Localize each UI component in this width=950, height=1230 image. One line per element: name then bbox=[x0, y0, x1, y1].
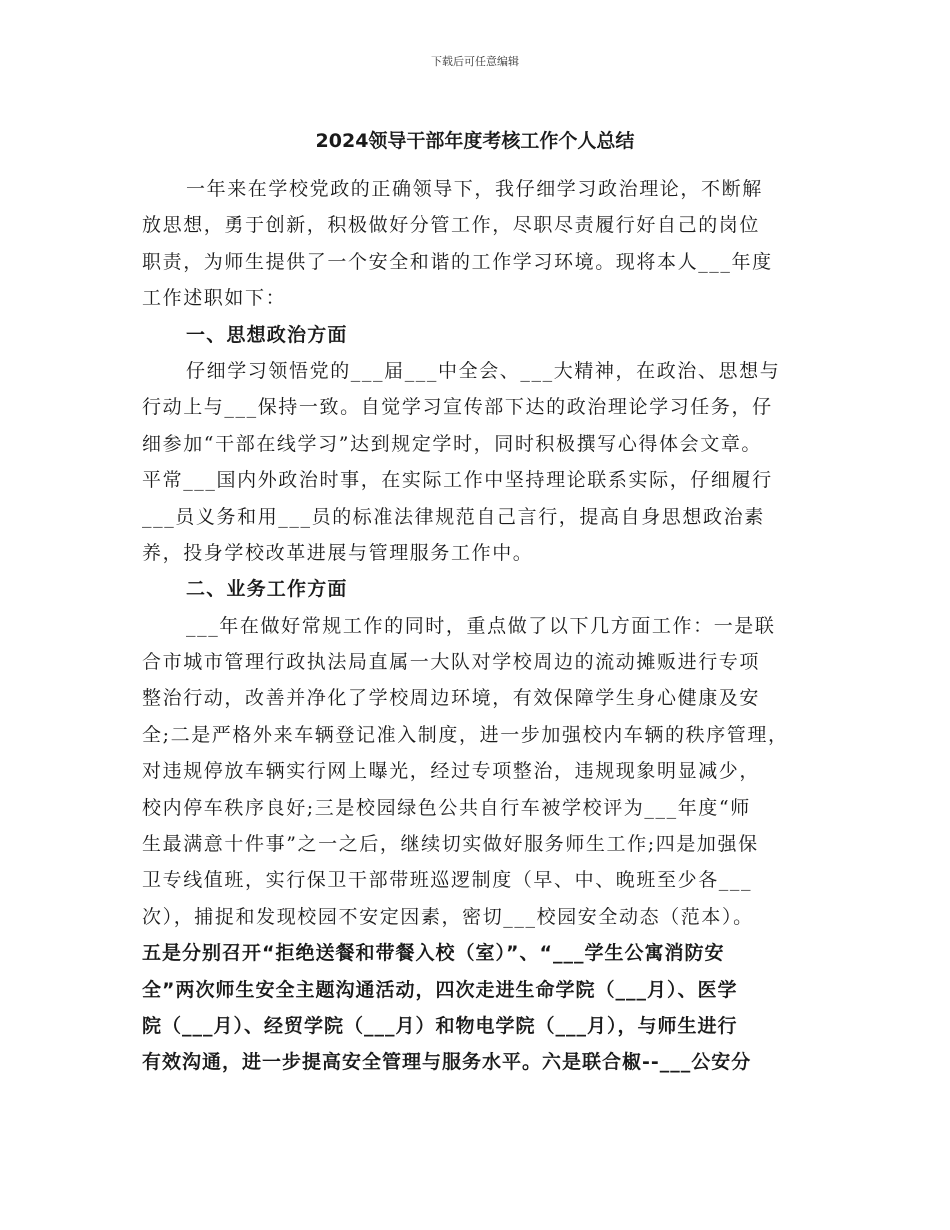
section-heading: 二、业务工作方面 bbox=[186, 578, 348, 601]
paragraph-line: 全;二是严格外来车辆登记准入制度，进一步加强校内车辆的秩序管理， bbox=[142, 723, 789, 746]
paragraph-line: ___员义务和用___员的标准法律规范自己言行，提高自身思想政治素 bbox=[142, 505, 765, 528]
paragraph-line: 平常___国内外政治时事，在实际工作中坚持理论联系实际，仔细履行 bbox=[142, 469, 773, 492]
paragraph-line: 仔细学习领悟党的___届___中全会、___大精神，在政治、思想与 bbox=[186, 359, 781, 382]
paragraph-line: 细参加“干部在线学习”达到规定学时，同时积极撰写心得体会文章。 bbox=[142, 432, 763, 455]
section-heading: 一、思想政治方面 bbox=[186, 323, 348, 346]
paragraph-line: 职责，为师生提供了一个安全和谐的工作学习环境。现将本人___年度 bbox=[142, 250, 773, 273]
document-title: 2024领导干部年度考核工作个人总结 bbox=[315, 130, 635, 152]
paragraph-line: ___年在做好常规工作的同时，重点做了以下几方面工作：一是联 bbox=[186, 614, 776, 637]
paragraph-line: 院（___月）、经贸学院（___月）和物电学院（___月），与师生进行 bbox=[142, 1014, 738, 1037]
paragraph-line: 有效沟通，进一步提高安全管理与服务水平。六是联合椒--___公安分 bbox=[142, 1051, 752, 1074]
paragraph-line: 校内停车秩序良好;三是校园绿色公共自行车被学校评为___年度“师 bbox=[142, 796, 751, 819]
paragraph-line: 行动上与___保持一致。自觉学习宣传部下达的政治理论学习任务，仔 bbox=[142, 396, 773, 419]
paragraph-line: 整治行动，改善并净化了学校周边环境，有效保障学生身心健康及安 bbox=[142, 687, 761, 710]
paragraph-line: 放思想，勇于创新，积极做好分管工作，尽职尽责履行好自己的岗位 bbox=[142, 214, 761, 237]
paragraph-line: 对违规停放车辆实行网上曝光，经过专项整治，违规现象明显减少， bbox=[142, 760, 761, 783]
paragraph-line: 合市城市管理行政执法局直属一大队对学校周边的流动摊贩进行专项 bbox=[142, 651, 761, 674]
paragraph-line: 生最满意十件事”之一之后，继续切实做好服务师生工作;四是加强保 bbox=[142, 833, 759, 856]
document-body bbox=[142, 171, 812, 1081]
paragraph-line: 卫专线值班，实行保卫干部带班巡逻制度（早、中、晚班至少各___ bbox=[142, 869, 753, 892]
paragraph-line: 工作述职如下： bbox=[142, 287, 287, 310]
paragraph-line: 五是分别召开“拒绝送餐和带餐入校（室）”、“___学生公寓消防安 bbox=[142, 942, 725, 965]
paragraph-line: 一年来在学校党政的正确领导下，我仔细学习政治理论，不断解 bbox=[186, 178, 763, 200]
paragraph-line: 养，投身学校改革进展与管理服务工作中。 bbox=[142, 541, 534, 564]
paragraph-line: 次），捕捉和发现校园不安定因素，密切___校园安全动态（范本）。 bbox=[142, 905, 754, 928]
paragraph-line: 全”两次师生安全主题沟通活动，四次走进生命学院（___月）、医学 bbox=[142, 978, 738, 1001]
header-note: 下载后可任意编辑 bbox=[431, 55, 519, 68]
